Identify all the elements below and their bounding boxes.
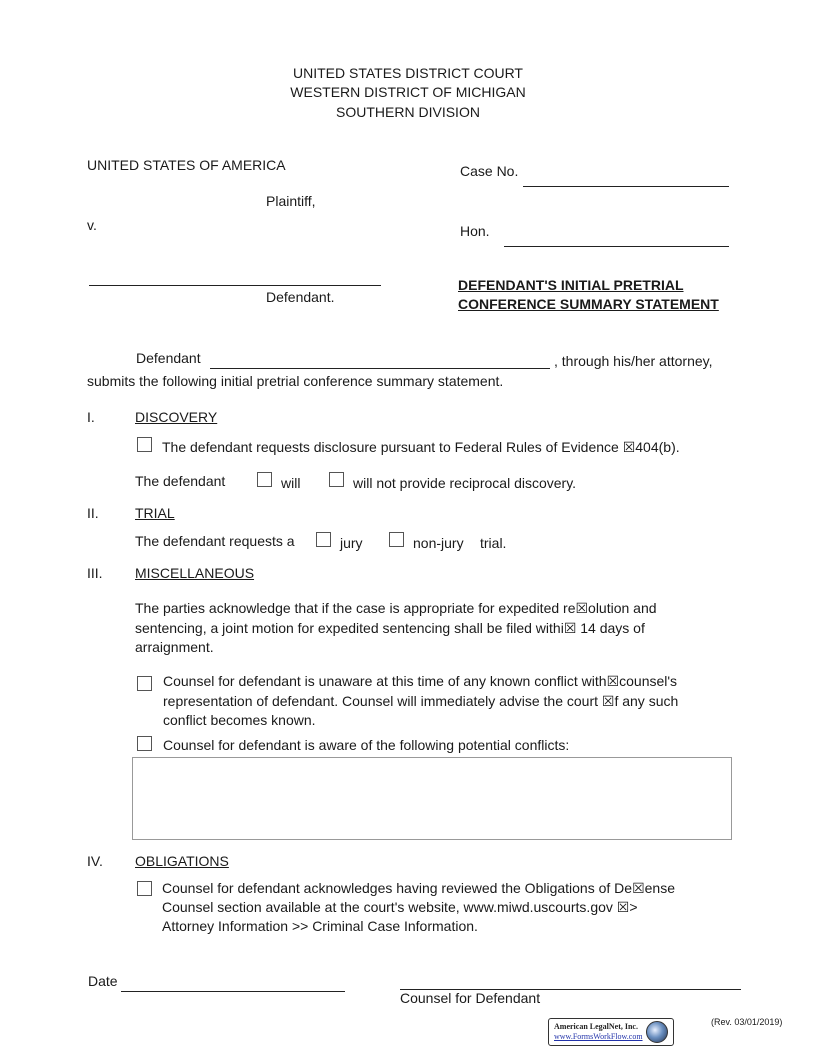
- expedited-para-line1: The parties acknowledge that if the case is appropriate for expedited re☒olution and: [135, 600, 657, 616]
- obligations-line2: Counsel section available at the court's website, www.miwd.uscourts.gov ☒>: [162, 899, 638, 915]
- counsel-label: Counsel for Defendant: [400, 990, 541, 1006]
- reciprocal-lead: The defendant: [135, 473, 226, 489]
- plaintiff-name: UNITED STATES OF AMERICA: [87, 157, 286, 173]
- logo-website[interactable]: www.FormsWorkFlow.com: [554, 1032, 643, 1041]
- jury-label: jury: [340, 535, 363, 551]
- aware-conflict-text: Counsel for defendant is aware of the following potential conflicts:: [163, 737, 570, 753]
- unaware-line3: conflict becomes known.: [163, 712, 316, 728]
- logo-company: American LegalNet, Inc.: [554, 1022, 638, 1031]
- date-field[interactable]: [121, 991, 345, 992]
- unaware-line1: Counsel for defendant is unaware at this time of any known conflict with☒counsel's: [163, 673, 678, 689]
- judge-field[interactable]: [504, 246, 729, 247]
- case-no-field[interactable]: [523, 186, 729, 187]
- section-number-misc: III.: [87, 565, 103, 581]
- will-checkbox[interactable]: [257, 472, 272, 487]
- will-not-label: will not provide reciprocal discovery.: [353, 475, 577, 491]
- trial-request-lead: The defendant requests a: [135, 533, 295, 549]
- case-no-label: Case No.: [460, 163, 519, 179]
- section-heading-misc: MISCELLANEOUS: [135, 565, 255, 581]
- unaware-conflict-checkbox[interactable]: [137, 676, 152, 691]
- intro-lead: Defendant: [136, 350, 201, 366]
- judge-label: Hon.: [460, 223, 490, 239]
- intro-line2: submits the following initial pretrial conference summary statement.: [87, 373, 504, 389]
- disclosure-404b-text: The defendant requests disclosure pursuant to Federal Rules of Evidence ☒404(b).: [162, 439, 680, 455]
- non-jury-label: non-jury: [413, 535, 464, 551]
- section-number-obligations: IV.: [87, 853, 103, 869]
- section-heading-obligations: OBLIGATIONS: [135, 853, 229, 869]
- intro-trail: , through his/her attorney,: [554, 353, 713, 369]
- expedited-para-line2: sentencing, a joint motion for expedited sentencing shall be filed withi☒ 14 days of: [135, 620, 645, 636]
- defendant-label: Defendant.: [266, 289, 335, 305]
- document-title-line2: CONFERENCE SUMMARY STATEMENT: [458, 296, 719, 312]
- section-number-discovery: I.: [87, 409, 95, 425]
- section-heading-trial: TRIAL: [135, 505, 175, 521]
- document-title-line1: DEFENDANT'S INITIAL PRETRIAL: [458, 277, 684, 293]
- will-not-checkbox[interactable]: [329, 472, 344, 487]
- obligations-checkbox[interactable]: [137, 881, 152, 896]
- section-number-trial: II.: [87, 505, 99, 521]
- plaintiff-label: Plaintiff,: [266, 193, 316, 209]
- section-heading-discovery: DISCOVERY: [135, 409, 218, 425]
- trial-word: trial.: [480, 535, 507, 551]
- obligations-line1: Counsel for defendant acknowledges having reviewed the Obligations of De☒ense: [162, 880, 675, 896]
- court-division: SOUTHERN DIVISION: [336, 104, 480, 120]
- expedited-para-line3: arraignment.: [135, 639, 214, 655]
- unaware-line2: representation of defendant. Counsel will immediately advise the court ☒f any such: [163, 693, 679, 709]
- jury-checkbox[interactable]: [316, 532, 331, 547]
- defendant-intro-field[interactable]: [210, 368, 550, 369]
- defendant-name-field[interactable]: [89, 285, 381, 286]
- conflicts-textarea[interactable]: [132, 757, 732, 840]
- court-name: UNITED STATES DISTRICT COURT: [293, 65, 523, 81]
- will-label: will: [281, 475, 301, 491]
- globe-icon: [646, 1021, 668, 1043]
- date-label: Date: [88, 973, 118, 989]
- obligations-line3: Attorney Information >> Criminal Case Information.: [162, 918, 478, 934]
- revision-date: (Rev. 03/01/2019): [711, 1017, 783, 1027]
- versus-label: v.: [87, 217, 97, 233]
- non-jury-checkbox[interactable]: [389, 532, 404, 547]
- disclosure-404b-checkbox[interactable]: [137, 437, 152, 452]
- aware-conflict-checkbox[interactable]: [137, 736, 152, 751]
- court-district: WESTERN DISTRICT OF MICHIGAN: [290, 84, 526, 100]
- legalnet-logo[interactable]: [548, 1018, 674, 1046]
